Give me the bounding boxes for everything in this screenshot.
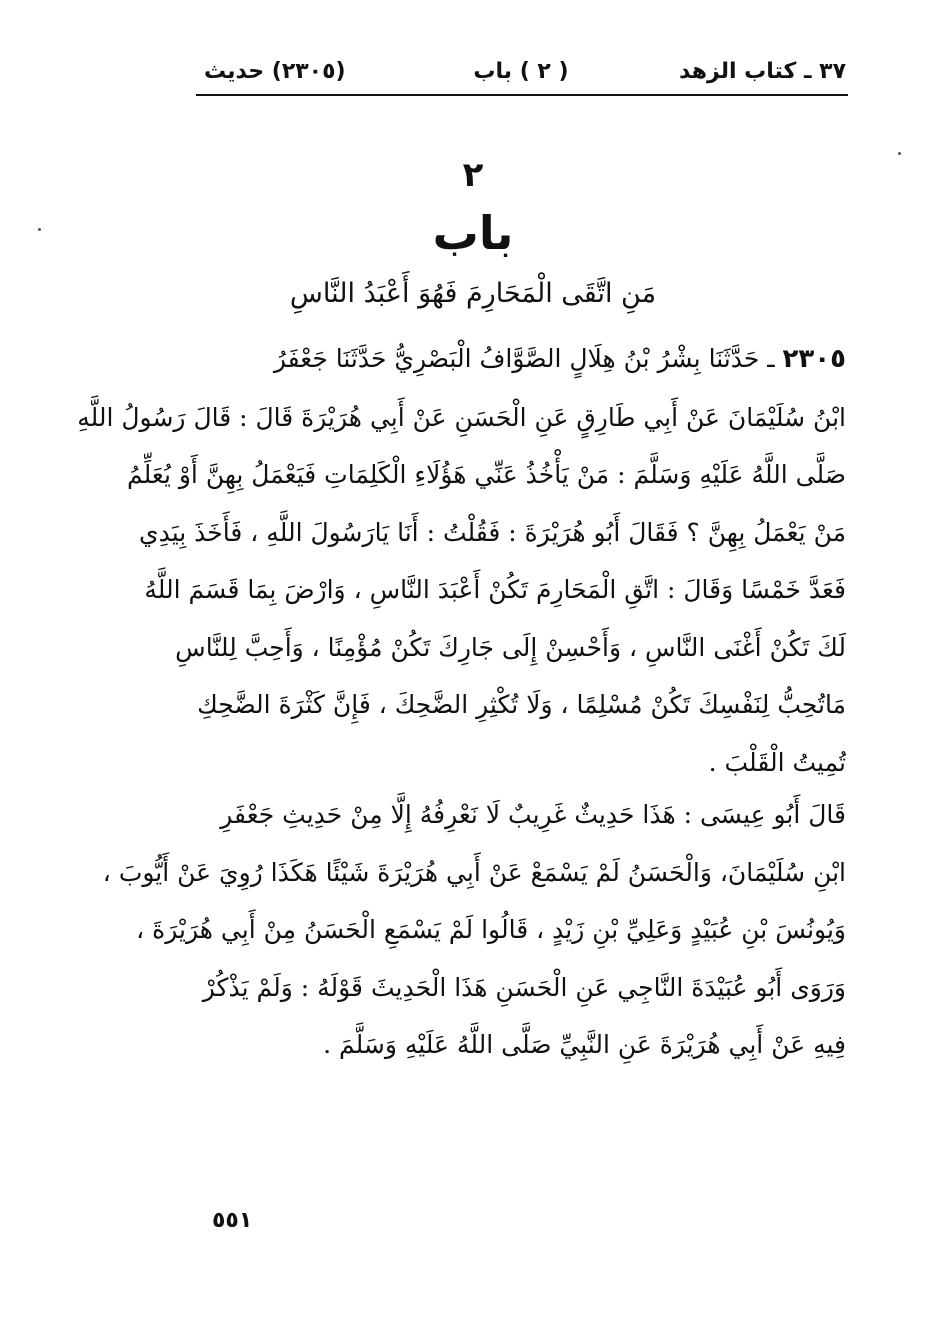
hadith-line: مَنْ يَعْمَلُ بِهِنَّ ؟ فَقَالَ أَبُو هُرَيْرَةَ : فَقُلْتُ : أَنَا يَارَسُولَ اللَّهِ ، فَأَخَذَ بِيَدِي [139,517,846,547]
hadith-number: ٢٣٠٥ [782,344,846,374]
header-book-title: ٣٧ ـ كتاب الزهد [679,59,846,84]
header-divider [196,94,848,96]
chapter-title: مَنِ اتَّقَى الْمَحَارِمَ فَهُوَ أَعْبَدُ النَّاسِ [289,278,657,309]
hadith-line-text: ـ حَدَّثَنَا بِشْرُ بْنُ هِلَالٍ الصَّوَّافُ الْبَصْرِيُّ حَدَّثَنَا جَعْفَرُ [273,344,775,373]
hadith-line: صَلَّى اللَّهُ عَلَيْهِ وَسَلَّمَ : مَنْ يَأْخُذُ عَنِّي هَؤُلَاءِ الْكَلِمَاتِ فَيَعْمَلُ بِهِنَّ أَوْ يُعَلِّمُ [126,460,846,489]
commentary-line: وَيُونُسَ بْنِ عُبَيْدٍ وَعَلِيِّ بْنِ زَيْدٍ ، قَالُوا لَمْ يَسْمَعِ الْحَسَنُ مِنْ أَبِي هُرَيْرَةَ ، [136,915,846,944]
hadith-line [178,330,846,389]
hadith-line: فَعَدَّ خَمْسًا وَقَالَ : اتَّقِ الْمَحَارِمَ تَكُنْ أَعْبَدَ النَّاسِ ، وَارْضَ بِمَا قَسَمَ اللَّهُ [144,575,846,604]
hadith-line: لَكَ تَكُنْ أَغْنَى النَّاسِ ، وَأَحْسِنْ إِلَى جَارِكَ تَكُنْ مُؤْمِنًا ، وَأَحِبَّ لِلنَّاسِ [175,632,846,662]
scan-speck [898,152,901,155]
hadith-line: مَاتُحِبُّ لِنَفْسِكَ تَكُنْ مُسْلِمًا ، وَلَا تُكْثِرِ الضَّحِكَ ، فَإِنَّ كَثْرَةَ الضَّحِكِ [197,690,846,719]
commentary-line: وَرَوَى أَبُو عُبَيْدَةَ النَّاجِي عَنِ الْحَسَنِ هَذَا الْحَدِيثَ قَوْلَهُ : وَلَمْ يَذْكُرْ [202,972,846,1002]
running-header [196,52,846,92]
commentary-paragraph [102,786,846,1074]
hadith-paragraph [77,330,846,791]
scan-speck [38,228,41,231]
hadith-line: تُمِيتُ الْقَلْبَ . [708,747,846,777]
commentary-line: فِيهِ عَنْ أَبِي هُرَيْرَةَ عَنِ النَّبِيِّ صَلَّى اللَّهُ عَلَيْهِ وَسَلَّمَ . [323,1030,846,1059]
header-hadith-range: (٢٣٠٥) حديث [204,59,346,84]
commentary-line: ابْنِ سُلَيْمَانَ، وَالْحَسَنُ لَمْ يَسْمَعْ عَنْ أَبِي هُرَيْرَةَ شَيْئًا هَكَذَا رُوِيَ عَنْ أَيُّوبَ ، [102,857,846,887]
page-number: ٥٥١ [212,1208,253,1233]
commentary-line: قَالَ أَبُو عِيسَى : هَذَا حَدِيثٌ غَرِيبٌ لَا نَعْرِفُهُ إِلَّا مِنْ حَدِيثِ جَعْفَرِ [220,800,846,829]
chapter-heading: باب [432,206,514,260]
hadith-line: ابْنُ سُلَيْمَانَ عَنْ أَبِي طَارِقٍ عَنِ الْحَسَنِ عَنْ أَبِي هُرَيْرَةَ قَالَ : قَالَ رَسُولُ اللَّهِ [77,402,846,432]
header-chapter-label: ( ٢ ) باب [473,59,569,84]
chapter-number: ٢ [462,155,484,195]
